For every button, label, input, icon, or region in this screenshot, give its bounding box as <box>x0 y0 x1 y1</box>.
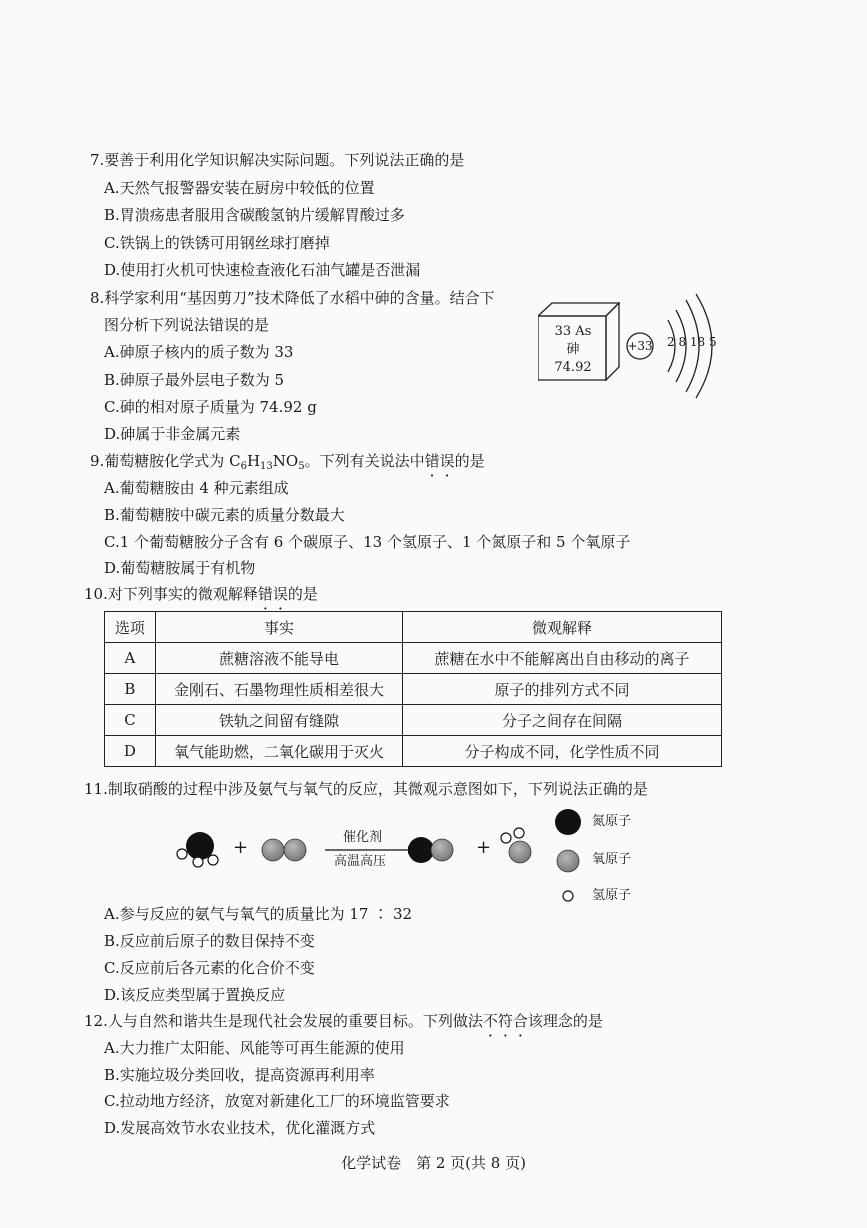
element-name: 砷 <box>566 342 580 357</box>
oxygen-atom-icon <box>557 850 579 872</box>
nucleus-charge: +33 <box>627 339 653 353</box>
q8-option-b: B.砷原子最外层电子数为 5 <box>104 371 285 389</box>
nitric-oxide-molecule <box>408 837 453 863</box>
legend-oxygen: 氧原子 <box>592 852 632 867</box>
q11-option-d: D.该反应类型属于置换反应 <box>104 986 286 1004</box>
q8-option-d: D.砷属于非金属元素 <box>104 425 241 443</box>
hydrogen-atom-icon <box>563 891 573 901</box>
q12-option-a: A.大力推广太阳能、风能等可再生能源的使用 <box>104 1039 405 1057</box>
table-row <box>105 674 722 705</box>
q8-stem-line1: 8.科学家利用“基因剪刀”技术降低了水稻中砷的含量。结合下 <box>90 289 495 307</box>
oxygen-molecule <box>262 839 306 861</box>
catalyst-label: 催化剂 <box>343 830 383 845</box>
q9-option-b: B.葡萄糖胺中碳元素的质量分数最大 <box>104 506 345 524</box>
q7-option-d: D.使用打火机可快速检查液化石油气罐是否泄漏 <box>104 261 421 279</box>
cell-fact: 氧气能助燃，二氧化碳用于灭火 <box>155 736 402 767</box>
q12-emphasis-1: 不 <box>482 1012 498 1030</box>
q11-option-a: A.参与反应的氨气与氧气的质量比为 17 ∶ 32 <box>104 905 413 923</box>
legend-hydrogen: 氢原子 <box>592 888 632 903</box>
cell-fact: 金刚石、石墨物理性质相差很大 <box>155 674 402 705</box>
header-explanation: 微观解释 <box>403 612 722 643</box>
q11-option-c: C.反应前后各元素的化合价不变 <box>104 959 315 977</box>
q7-option-a: A.天然气报警器安装在厨房中较低的位置 <box>104 179 375 197</box>
q9-option-c: C.1 个葡萄糖胺分子含有 6 个碳原子、13 个氢原子、1 个氮原子和 5 个氧原子 <box>104 533 631 551</box>
q9-stem-part3: 的是 <box>454 452 485 470</box>
cell-explanation: 原子的排列方式不同 <box>403 674 722 705</box>
cell-option: B <box>105 674 156 705</box>
q9-sub-13: 13 <box>260 461 273 472</box>
q8-option-a: A.砷原子核内的质子数为 33 <box>104 343 294 361</box>
q7-option-c: C.铁锅上的铁锈可用钢丝球打磨掉 <box>104 234 330 252</box>
facts-table <box>104 611 722 767</box>
table-row <box>105 705 722 736</box>
header-fact: 事实 <box>155 612 402 643</box>
cell-explanation: 蔗糖在水中不能解离出自由移动的离子 <box>403 643 722 674</box>
q12-option-d: D.发展高效节水农业技术，优化灌溉方式 <box>104 1119 376 1137</box>
q11-option-b: B.反应前后原子的数目保持不变 <box>104 932 315 950</box>
q12-stem-part2: 该理念的是 <box>527 1012 603 1030</box>
q8-stem-line2: 图分析下列说法错误的是 <box>104 316 270 334</box>
q7-stem: 7.要善于利用化学知识解决实际问题。下列说法正确的是 <box>90 151 465 169</box>
nitrogen-atom-icon <box>555 809 581 835</box>
plus-sign-1: + <box>233 837 249 858</box>
q9-stem <box>90 451 485 471</box>
table-header-row <box>105 612 722 643</box>
q10-stem-part1: 10.对下列事实的微观解释 <box>84 585 258 603</box>
q9-stem-part1: 9.葡萄糖胺化学式为 C <box>90 452 241 470</box>
water-molecule <box>501 828 531 863</box>
condition-label: 高温高压 <box>334 854 387 869</box>
element-mass: 74.92 <box>554 360 592 375</box>
header-option: 选项 <box>105 612 156 643</box>
q9-stem-part2: 。下列有关说法中 <box>304 452 425 470</box>
q9-option-a: A.葡萄糖胺由 4 种元素组成 <box>104 479 289 497</box>
q12-stem <box>84 1011 603 1031</box>
q9-emphasis-1: 错 <box>424 452 440 470</box>
q9-h: H <box>246 452 261 470</box>
ammonia-molecule <box>177 832 218 867</box>
q10-stem-part2: 的是 <box>287 585 318 603</box>
cell-fact: 蔗糖溶液不能导电 <box>155 643 402 674</box>
page-footer: 化学试卷 第 2 页(共 8 页) <box>341 1154 526 1172</box>
q12-stem-part1: 12.人与自然和谐共生是现代社会发展的重要目标。下列做法 <box>84 1012 483 1030</box>
q10-stem <box>84 584 318 604</box>
q12-option-c: C.拉动地方经济，放宽对新建化工厂的环境监管要求 <box>104 1092 450 1110</box>
q11-stem: 11.制取硝酸的过程中涉及氨气与氧气的反应，其微观示意图如下，下列说法正确的是 <box>84 780 648 798</box>
legend-nitrogen: 氮原子 <box>592 814 632 829</box>
q9-option-d: D.葡萄糖胺属于有机物 <box>104 559 256 577</box>
q9-emphasis-2: 误 <box>439 452 455 470</box>
q9-sub-5: 5 <box>298 461 305 472</box>
q12-emphasis-3: 合 <box>512 1012 528 1030</box>
plus-sign-2: + <box>476 837 492 858</box>
cell-fact: 铁轨之间留有缝隙 <box>155 705 402 736</box>
cell-option: C <box>105 705 156 736</box>
cell-explanation: 分子构成不同，化学性质不同 <box>403 736 722 767</box>
q10-emphasis-1: 错 <box>257 585 273 603</box>
q8-option-c: C.砷的相对原子质量为 74.92 g <box>104 398 317 416</box>
cell-explanation: 分子之间存在间隔 <box>403 705 722 736</box>
reaction-diagram <box>170 800 690 910</box>
q10-emphasis-2: 误 <box>272 585 288 603</box>
element-cell-arsenic <box>538 302 620 382</box>
q12-option-b: B.实施垃圾分类回收，提高资源再利用率 <box>104 1066 375 1084</box>
cell-option: D <box>105 736 156 767</box>
cell-option: A <box>105 643 156 674</box>
table-row <box>105 736 722 767</box>
q9-no: NO <box>272 452 299 470</box>
table-row <box>105 643 722 674</box>
q9-sub-6: 6 <box>240 461 247 472</box>
atom-structure-diagram <box>624 292 724 400</box>
q7-option-b: B.胃溃疡患者服用含碳酸氢钠片缓解胃酸过多 <box>104 206 405 224</box>
q12-emphasis-2: 符 <box>497 1012 513 1030</box>
shell-electron-counts: 2 8 18 5 <box>667 335 717 349</box>
element-number-symbol: 33 As <box>554 324 592 339</box>
